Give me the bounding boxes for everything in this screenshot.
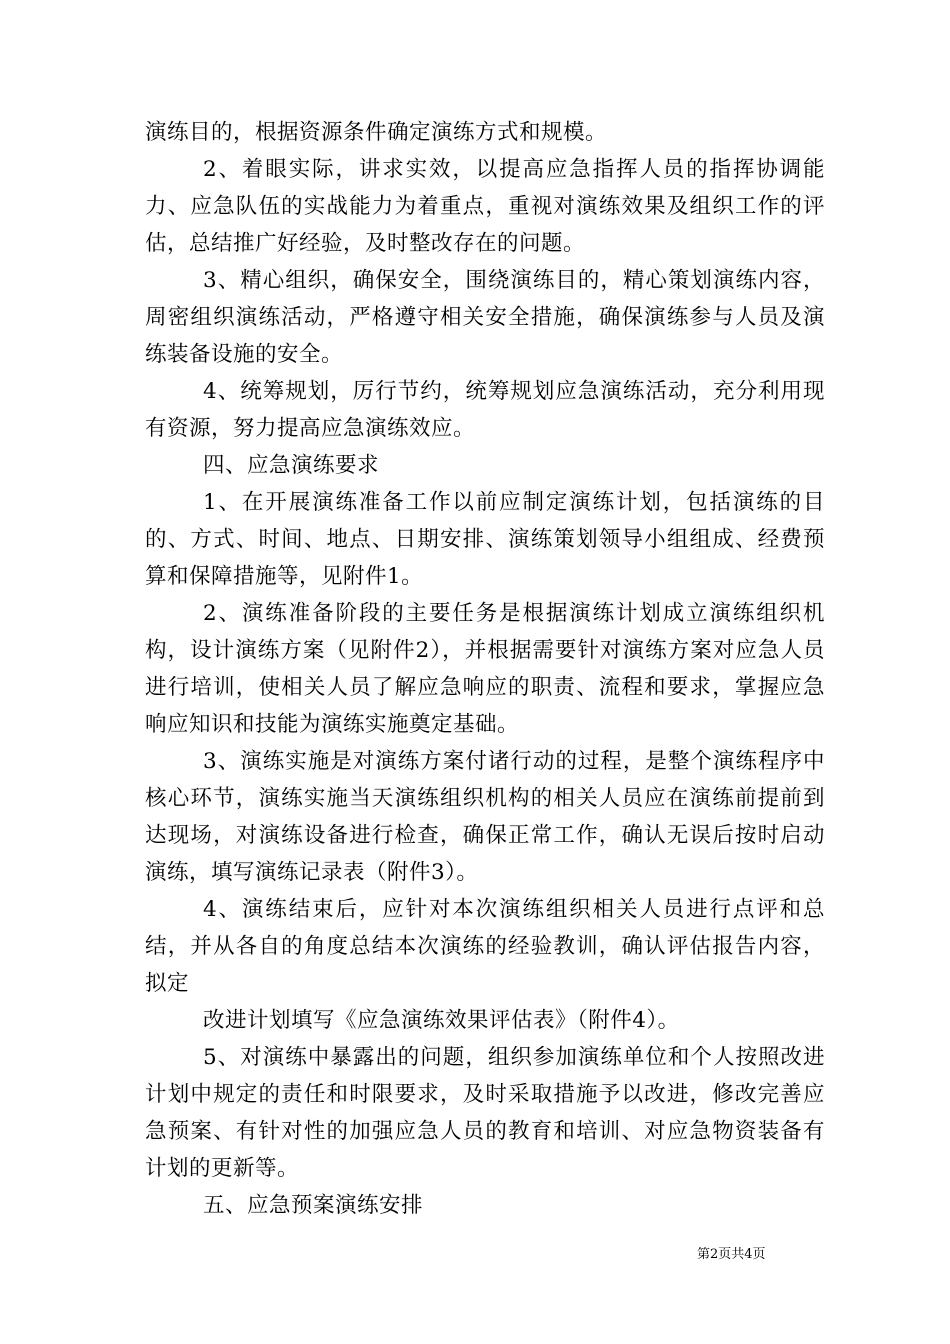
section-heading: 五、应急预案演练安排 xyxy=(203,1193,424,1218)
paragraph: 改进计划填写《应急演练效果评估表》（附件4）。 xyxy=(203,1008,680,1033)
section-heading: 四、应急演练要求 xyxy=(203,453,380,478)
document-body xyxy=(145,114,825,1224)
paragraph: 4、统筹规划，厉行节约，统筹规划应急演练活动，充分利用现有资源，努力提高应急演练效应。 xyxy=(145,379,825,441)
paragraph: 4、演练结束后，应针对本次演练组织相关人员进行点评和总结，并从各自的角度总结本次演练的经验教训，确认评估报告内容，拟定 xyxy=(145,897,825,996)
paragraph: 3、精心组织，确保安全，围绕演练目的，精心策划演练内容，周密组织演练活动，严格遵守相关安全措施，确保演练参与人员及演练装备设施的安全。 xyxy=(145,268,825,367)
page-number-footer: 第2页共4页 xyxy=(697,1247,766,1262)
paragraph: 2、演练准备阶段的主要任务是根据演练计划成立演练组织机构，设计演练方案（见附件2），并根据需要针对演练方案对应急人员进行培训，使相关人员了解应急响应的职责、流程和要求，掌握应急响应知识和技能为演练实施奠定基础。 xyxy=(145,601,825,737)
paragraph: 3、演练实施是对演练方案付诸行动的过程，是整个演练程序中核心环节，演练实施当天演练组织机构的相关人员应在演练前提前到达现场，对演练设备进行检查，确保正常工作，确认无误后按时启动演练，填写演练记录表（附件3）。 xyxy=(145,749,825,885)
paragraph: 2、着眼实际，讲求实效，以提高应急指挥人员的指挥协调能力、应急队伍的实战能力为着重点，重视对演练效果及组织工作的评估，总结推广好经验，及时整改存在的问题。 xyxy=(145,157,825,256)
paragraph: 1、在开展演练准备工作以前应制定演练计划，包括演练的目的、方式、时间、地点、日期安排、演练策划领导小组组成、经费预算和保障措施等，见附件1。 xyxy=(145,490,825,589)
paragraph: 5、对演练中暴露出的问题，组织参加演练单位和个人按照改进计划中规定的责任和时限要求，及时采取措施予以改进，修改完善应急预案、有针对性的加强应急人员的教育和培训、对应急物资装备有计划的更新等。 xyxy=(145,1045,825,1181)
paragraph: 演练目的，根据资源条件确定演练方式和规模。 xyxy=(145,120,608,145)
